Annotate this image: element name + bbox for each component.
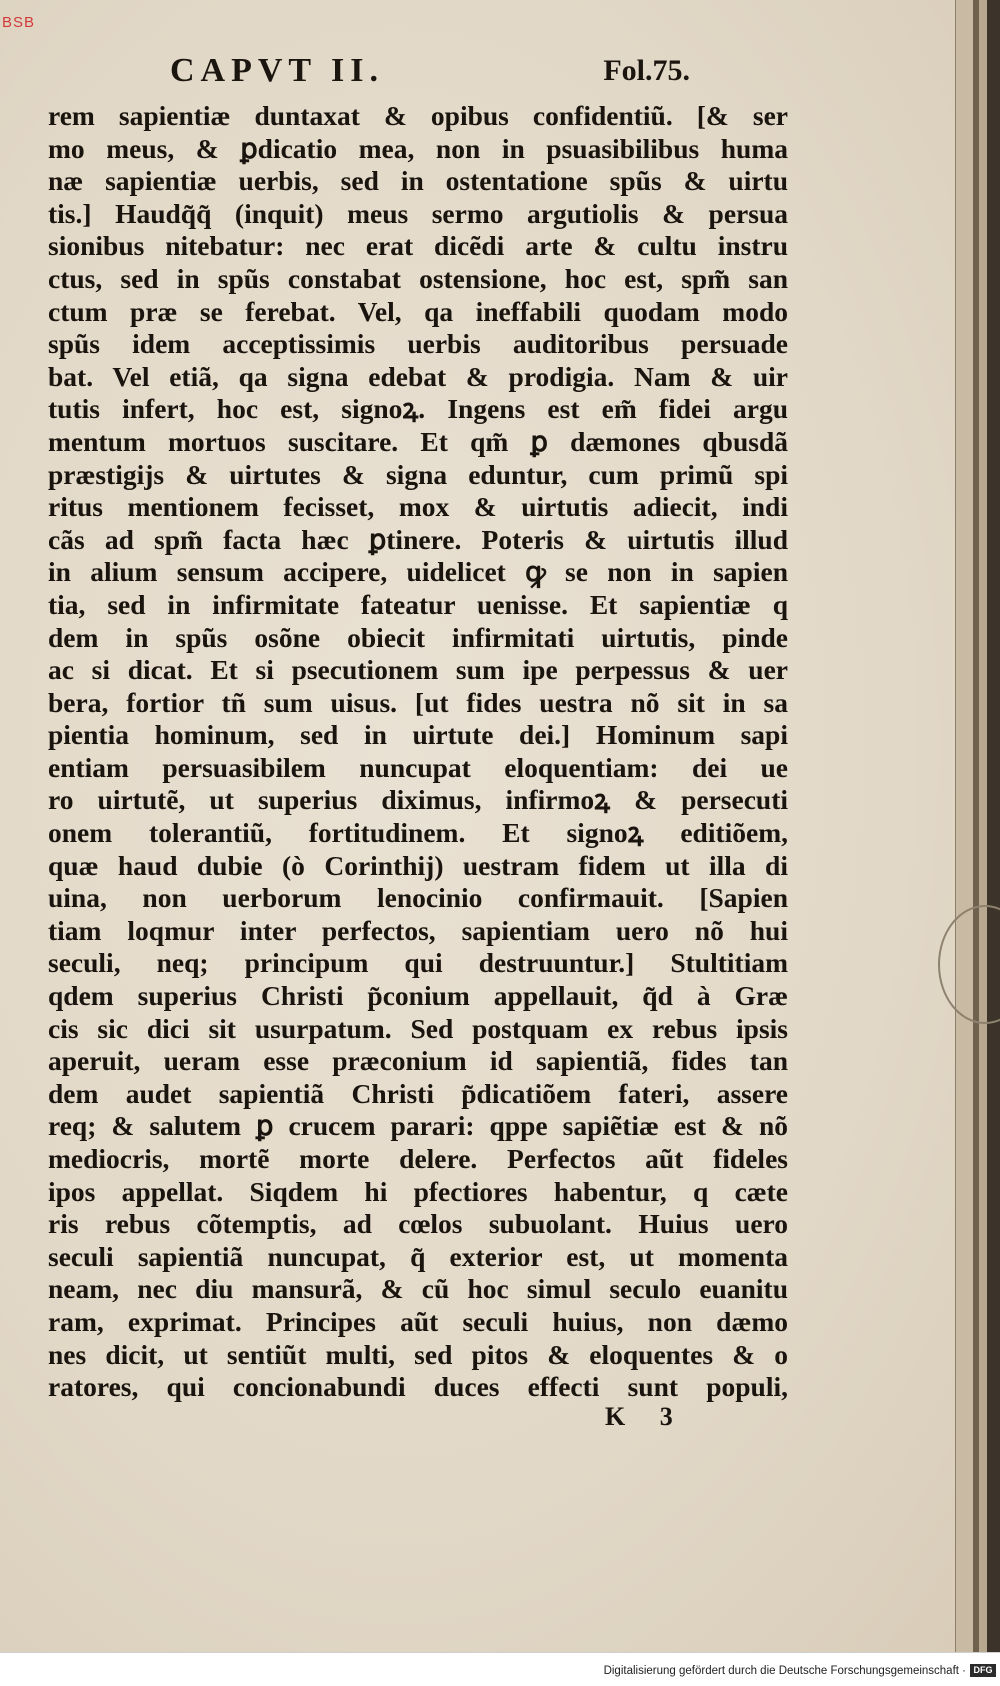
text-line: ac si dicat. Et si psecutionem sum ipe perpessus & uer: [48, 654, 788, 686]
text-line: spũs idem acceptissimis uerbis auditoribus persuade: [48, 328, 788, 360]
text-line: quæ haud dubie (ò Corinthij) uestram fidem ut illa di: [48, 849, 788, 881]
text-line: mo meus, & ꝑdicatio mea, non in psuasibilibus huma: [48, 132, 788, 164]
text-line: ram, exprimat. Principes aũt seculi huius, non dæmo: [48, 1305, 788, 1337]
text-line: ritus mentionem fecisset, mox & uirtutis adiecit, indi: [48, 491, 788, 523]
text-line: qdem superius Christi p̃conium appellauit, q̃d à Græ: [48, 980, 788, 1012]
text-line: pientia hominum, sed in uirtute dei.] Hominum sapi: [48, 719, 788, 751]
text-line: seculi, neq; principum qui destruuntur.] Stultitiam: [48, 947, 788, 979]
text-line: mentum mortuos suscitare. Et qm̃ ꝑ dæmones qbusdã: [48, 425, 788, 457]
running-head: CAPVT II.: [170, 52, 384, 89]
text-line: rem sapientiæ duntaxat & opibus confidentiũ. [& ser: [48, 100, 788, 131]
page-header: [170, 52, 690, 96]
library-mark: BSB: [2, 14, 36, 31]
text-line: aperuit, ueram esse præconium id sapientiã, fides tan: [48, 1045, 788, 1077]
text-line: neam, nec diu mansurã, & cũ hoc simul seculo euanitu: [48, 1273, 788, 1305]
text-line: entiam persuasibilem nuncupat eloquentiam: dei ue: [48, 751, 788, 783]
text-line: tia, sed in infirmitate fateatur uenisse. Et sapientiæ q: [48, 588, 788, 620]
text-line: req; & salutem ꝑ crucem parari: qppe sapiẽtiæ est & nõ: [48, 1110, 788, 1142]
page-edge: [955, 0, 974, 1652]
text-line: ratores, qui concionabundi duces effecti sunt populi,: [48, 1371, 788, 1403]
binding-edge: [987, 0, 1000, 1652]
text-line: dem audet sapientiã Christi p̃dicatiõem fateri, assere: [48, 1077, 788, 1109]
text-line: præstigijs & uirtutes & signa eduntur, cum primũ spi: [48, 458, 788, 490]
text-line: onem tolerantiũ, fortitudinem. Et signoꝝ editiõem,: [48, 817, 788, 849]
text-line: næ sapientiæ uerbis, sed in ostentatione spũs & uirtu: [48, 165, 788, 197]
text-line: mediocris, mortẽ morte delere. Perfectos aũt fideles: [48, 1143, 788, 1174]
text-line: ipos appellat. Siqdem hi pfectiores habentur, q cæte: [48, 1175, 788, 1207]
body-text: [48, 100, 788, 1404]
digitization-credit: Digitalisierung gefördert durch die Deutsche Forschungsgemeinschaft ·: [603, 1665, 966, 1677]
catchword: K 3: [605, 1402, 687, 1431]
folio-number: Fol.75.: [603, 54, 690, 87]
text-line: dem in spũs osõne obiecit infirmitati uirtutis, pinde: [48, 621, 788, 653]
text-line: tis.] Haudq̃q̃ (inquit) meus sermo argutiolis & persua: [48, 197, 788, 229]
text-line: tiam loqmur inter perfectos, sapientiam uero nõ hui: [48, 914, 788, 946]
page-edge: [979, 0, 987, 1652]
text-line: bat. Vel etiã, qa signa edebat & prodigia. Nam & uir: [48, 360, 788, 392]
text-line: in alium sensum accipere, uidelicet ꝙ se non in sapien: [48, 556, 788, 588]
text-line: sionibus nitebatur: nec erat dicẽdi arte & cultu instru: [48, 230, 788, 262]
dfg-logo-icon: DFG: [970, 1664, 996, 1677]
text-line: seculi sapientiã nuncupat, q̃ exterior est, ut momenta: [48, 1240, 788, 1272]
text-line: cis sic dici sit usurpatum. Sed postquam ex rebus ipsis: [48, 1012, 788, 1044]
text-line: uina, non uerborum lenocinio confirmauit. [Sapien: [48, 882, 788, 914]
text-line: tutis infert, hoc est, signoꝝ. Ingens est em̃ fidei argu: [48, 393, 788, 425]
text-line: bera, fortior tñ sum uisus. [ut fides uestra nõ sit in sa: [48, 686, 788, 718]
text-line: ro uirtutẽ, ut superius diximus, infirmoꝝ & persecuti: [48, 784, 788, 816]
text-line: ctus, sed in spũs constabat ostensione, hoc est, spm̃ san: [48, 262, 788, 294]
text-line: ctum præ se ferebat. Vel, qa ineffabili quodam modo: [48, 295, 788, 327]
text-line: nes dicit, ut sentiũt multi, sed pitos & eloquentes & o: [48, 1338, 788, 1370]
text-line: ris rebus cõtemptis, ad cœlos subuolant. Huius uero: [48, 1208, 788, 1240]
text-line: cãs ad spm̃ facta hæc ꝑtinere. Poteris & uirtutis illud: [48, 523, 788, 555]
